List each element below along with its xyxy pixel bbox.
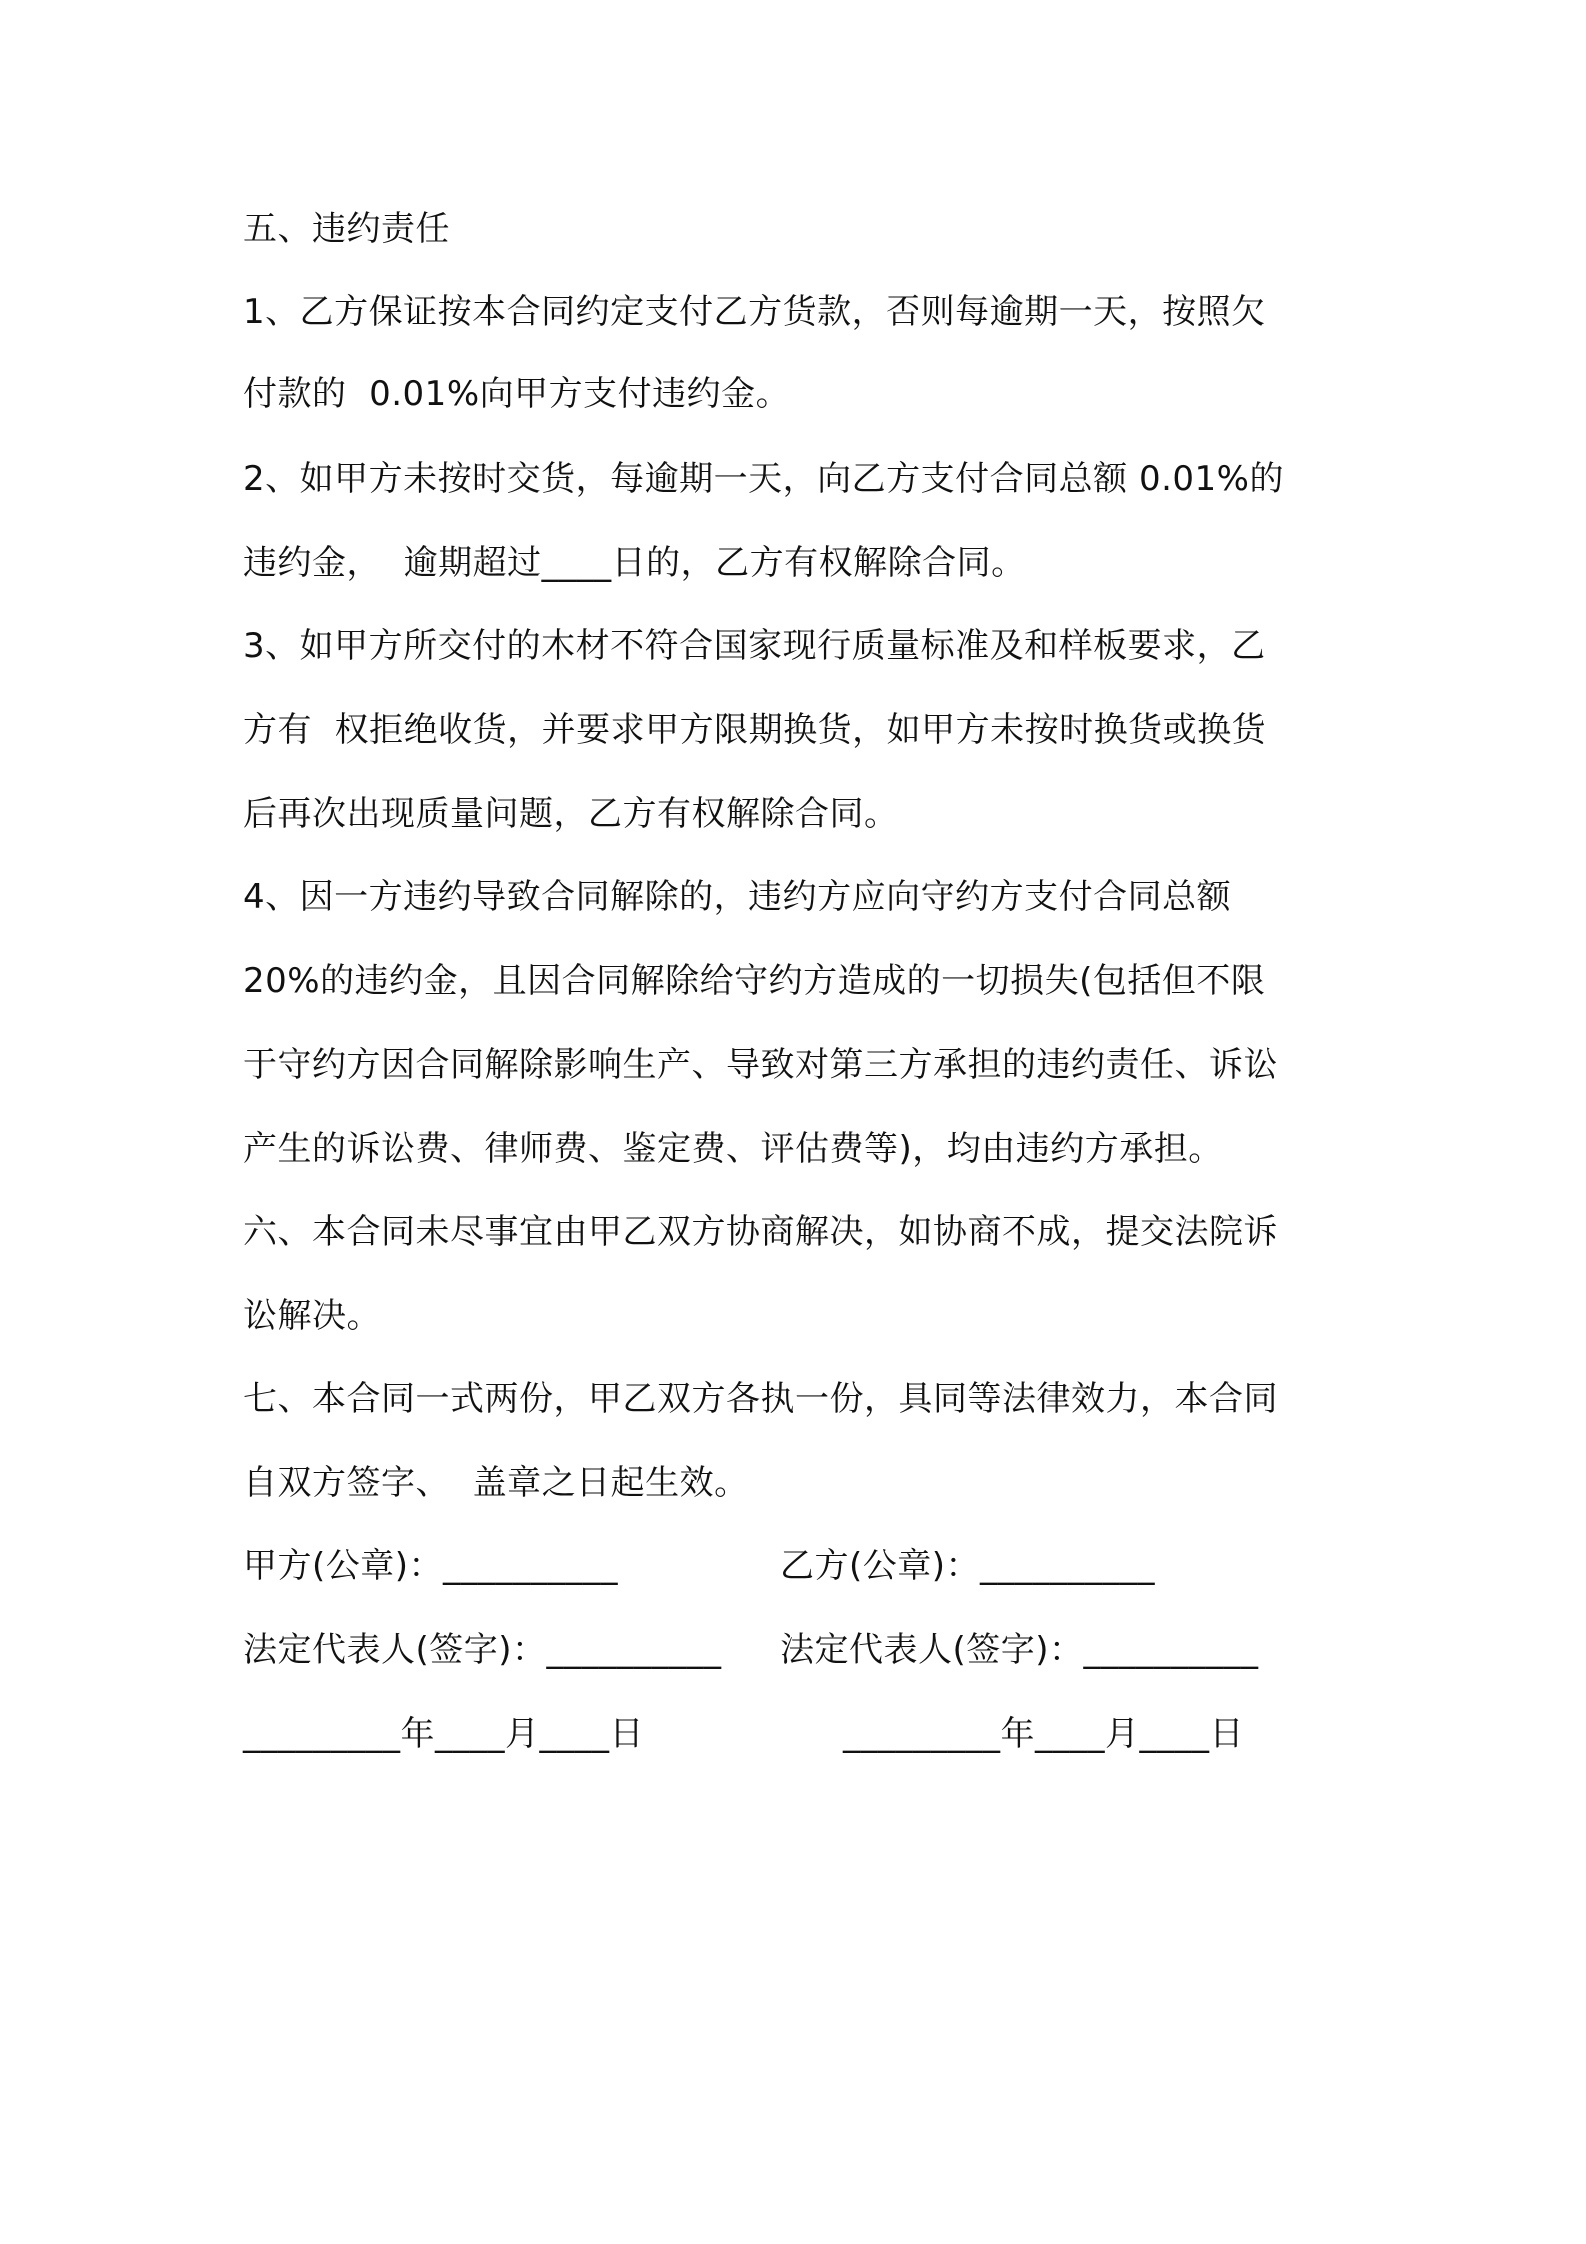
party-a-representative-field: 法定代表人(签字)：__________ (243, 1630, 722, 1670)
party-a-date-field: _________年____月____日 (243, 1714, 644, 1754)
clause-7-line-1: 七、本合同一式两份，甲乙双方各执一份，具同等法律效力，本合同 (243, 1379, 1278, 1419)
party-b-date-field: _________年____月____日 (843, 1714, 1244, 1754)
clause-4-line-3: 于守约方因合同解除影响生产、导致对第三方承担的违约责任、诉讼 (243, 1045, 1278, 1085)
clause-4-line-2: 20%的违约金，且因合同解除给守约方造成的一切损失(包括但不限 (243, 961, 1266, 1001)
clause-3-line-3: 后再次出现质量问题，乙方有权解除合同。 (243, 794, 899, 834)
clause-1-line-2: 付款的 0.01%向甲方支付违约金。 (243, 374, 791, 414)
clause-6-line-2: 讼解决。 (243, 1296, 381, 1336)
clause-6-line-1: 六、本合同未尽事宜由甲乙双方协商解决，如协商不成，提交法院诉 (243, 1212, 1278, 1252)
clause-2-line-1: 2、如甲方未按时交货，每逾期一天，向乙方支付合同总额 0.01%的 (243, 459, 1284, 499)
party-b-representative-field: 法定代表人(签字)：__________ (780, 1630, 1259, 1670)
clause-4-line-1: 4、因一方违约导致合同解除的，违约方应向守约方支付合同总额 (243, 877, 1232, 917)
clause-1-line-1: 1、乙方保证按本合同约定支付乙方货款，否则每逾期一天，按照欠 (243, 292, 1266, 332)
section-title: 五、违约责任 (243, 209, 450, 249)
clause-7-line-2: 自双方签字、 盖章之日起生效。 (243, 1463, 749, 1503)
clause-2-line-2: 违约金， 逾期超过____日的，乙方有权解除合同。 (243, 543, 1026, 583)
party-b-seal-field: 乙方(公章)：__________ (780, 1546, 1156, 1586)
clause-3-line-2: 方有 权拒绝收货，并要求甲方限期换货，如甲方未按时换货或换货 (243, 710, 1267, 750)
clause-4-line-4: 产生的诉讼费、律师费、鉴定费、评估费等)，均由违约方承担。 (243, 1129, 1223, 1169)
clause-3-line-1: 3、如甲方所交付的木材不符合国家现行质量标准及和样板要求，乙 (243, 626, 1266, 666)
party-a-seal-field: 甲方(公章)：__________ (243, 1546, 619, 1586)
